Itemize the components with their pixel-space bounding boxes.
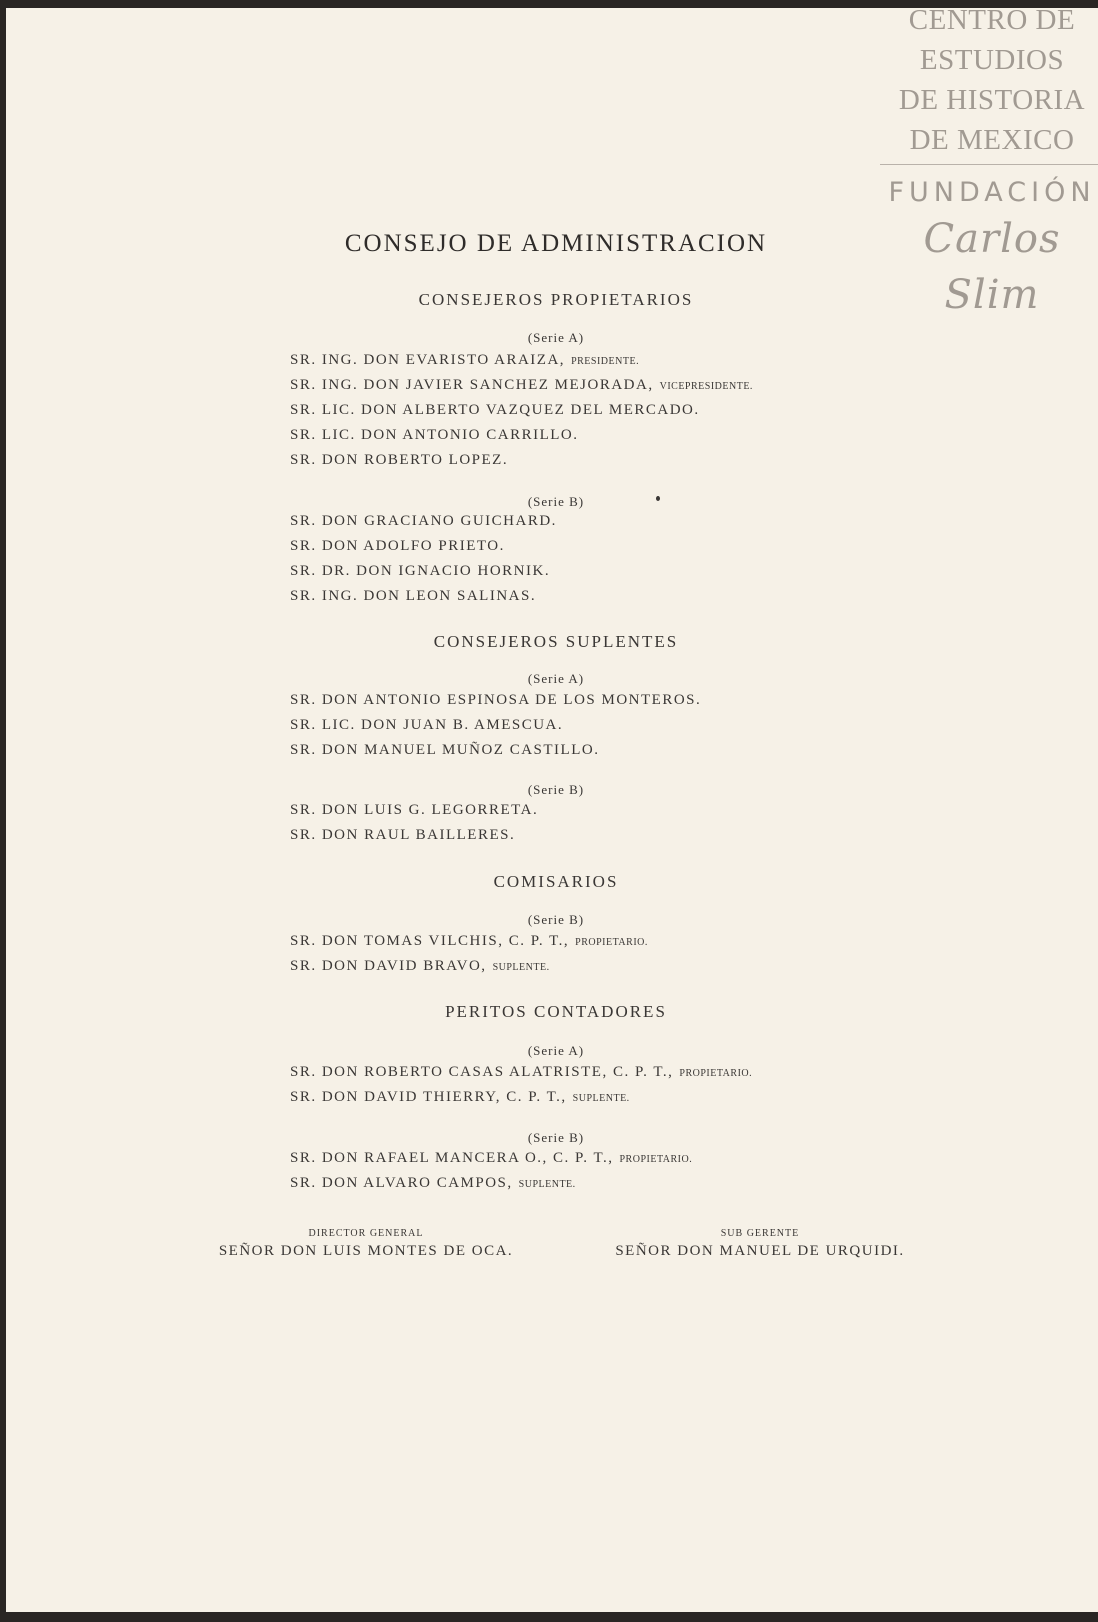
member-line (290, 827, 515, 844)
member-line (290, 563, 550, 580)
member-role: SUPLENTE. (518, 1179, 576, 1190)
member-line (290, 717, 563, 734)
member-name: SR. ING. DON JAVIER SANCHEZ MEJORADA, (290, 377, 654, 393)
member-line (290, 742, 599, 759)
member-name: SR. DON MANUEL MUÑOZ CASTILLO. (290, 742, 600, 758)
member-role: VICEPRESIDENTE. (659, 381, 753, 392)
watermark-fundacion: FUNDACIÓN (888, 177, 1096, 208)
member-role: PRESIDENTE. (571, 356, 640, 367)
member-line (290, 958, 550, 975)
watermark-line-1: CENTRO DE (908, 8, 1076, 36)
member-name: SR. DON TOMAS VILCHIS, C. P. T., (290, 933, 570, 949)
member-name: SR. DON DAVID BRAVO, (290, 958, 487, 974)
member-role: PROPIETARIO. (575, 937, 648, 948)
member-line (290, 1064, 752, 1081)
serie-label: (Serie B) (527, 494, 585, 509)
member-name: SR. ING. DON LEON SALINAS. (290, 588, 537, 604)
director-name: SEÑOR DON LUIS MONTES DE OCA. (218, 1243, 514, 1259)
ink-speck (656, 496, 660, 501)
serie-label: (Serie B) (527, 782, 585, 797)
member-name: SR. DON ALVARO CAMPOS, (290, 1175, 513, 1191)
member-line (290, 513, 557, 530)
member-line (290, 1150, 692, 1167)
member-role: PROPIETARIO. (679, 1068, 753, 1079)
member-line (290, 402, 700, 419)
member-name: SR. DON ADOLFO PRIETO. (290, 538, 505, 554)
subgerente-name: SEÑOR DON MANUEL DE URQUIDI. (615, 1243, 905, 1259)
member-line (290, 377, 753, 394)
watermark-line-3: DE HISTORIA (898, 84, 1086, 116)
member-name: SR. DON DAVID THIERRY, C. P. T., (290, 1089, 567, 1105)
member-line (290, 1175, 576, 1192)
member-line (290, 427, 578, 444)
member-line (290, 802, 538, 819)
watermark-line-4: DE MEXICO (909, 124, 1075, 156)
member-name: SR. ING. DON EVARISTO ARAIZA, (290, 352, 566, 368)
section-heading-peritos: PERITOS CONTADORES (445, 1002, 667, 1021)
member-line (290, 538, 505, 555)
serie-label: (Serie A) (527, 330, 585, 345)
member-name: SR. LIC. DON ALBERTO VAZQUEZ DEL MERCADO. (290, 402, 700, 418)
member-name: SR. LIC. DON JUAN B. AMESCUA. (290, 717, 564, 733)
section-heading-comisarios: COMISARIOS (493, 872, 619, 891)
director-general-block (196, 1228, 536, 1260)
member-line (290, 933, 648, 950)
document-content (6, 8, 1098, 1612)
member-line (290, 692, 701, 709)
member-name: SR. DON RAFAEL MANCERA O., C. P. T., (290, 1150, 614, 1166)
serie-label: (Serie B) (527, 912, 585, 927)
director-role: DIRECTOR GENERAL (308, 1228, 424, 1239)
watermark-signature: Carlos Slim (923, 216, 1061, 318)
member-name: SR. DON LUIS G. LEGORRETA. (290, 802, 539, 818)
member-line (290, 588, 536, 605)
document-page (6, 8, 1098, 1612)
member-name: SR. DR. DON IGNACIO HORNIK. (290, 563, 551, 579)
serie-label: (Serie A) (527, 671, 585, 686)
member-name: SR. DON GRACIANO GUICHARD. (290, 513, 557, 529)
subgerente-role: SUB GERENTE (720, 1228, 800, 1239)
section-heading-propietarios: CONSEJEROS PROPIETARIOS (418, 290, 694, 309)
member-role: SUPLENTE. (492, 962, 550, 973)
member-role: PROPIETARIO. (619, 1154, 693, 1165)
serie-label: (Serie A) (527, 1043, 585, 1058)
section-heading-suplentes: CONSEJEROS SUPLENTES (433, 632, 679, 651)
member-line (290, 452, 508, 469)
subgerente-block (590, 1228, 930, 1260)
member-name: SR. DON RAUL BAILLERES. (290, 827, 516, 843)
member-name: SR. DON ROBERTO CASAS ALATRISTE, C. P. T., (290, 1064, 674, 1080)
member-name: SR. DON ROBERTO LOPEZ. (290, 452, 509, 468)
watermark-line-2: ESTUDIOS (919, 44, 1065, 76)
member-role: SUPLENTE. (572, 1093, 630, 1104)
document-title: CONSEJO DE ADMINISTRACION (344, 230, 768, 257)
serie-label: (Serie B) (527, 1130, 585, 1145)
member-name: SR. LIC. DON ANTONIO CARRILLO. (290, 427, 579, 443)
member-name: SR. DON ANTONIO ESPINOSA DE LOS MONTEROS. (290, 692, 702, 708)
member-line (290, 1089, 630, 1106)
member-line (290, 352, 639, 369)
